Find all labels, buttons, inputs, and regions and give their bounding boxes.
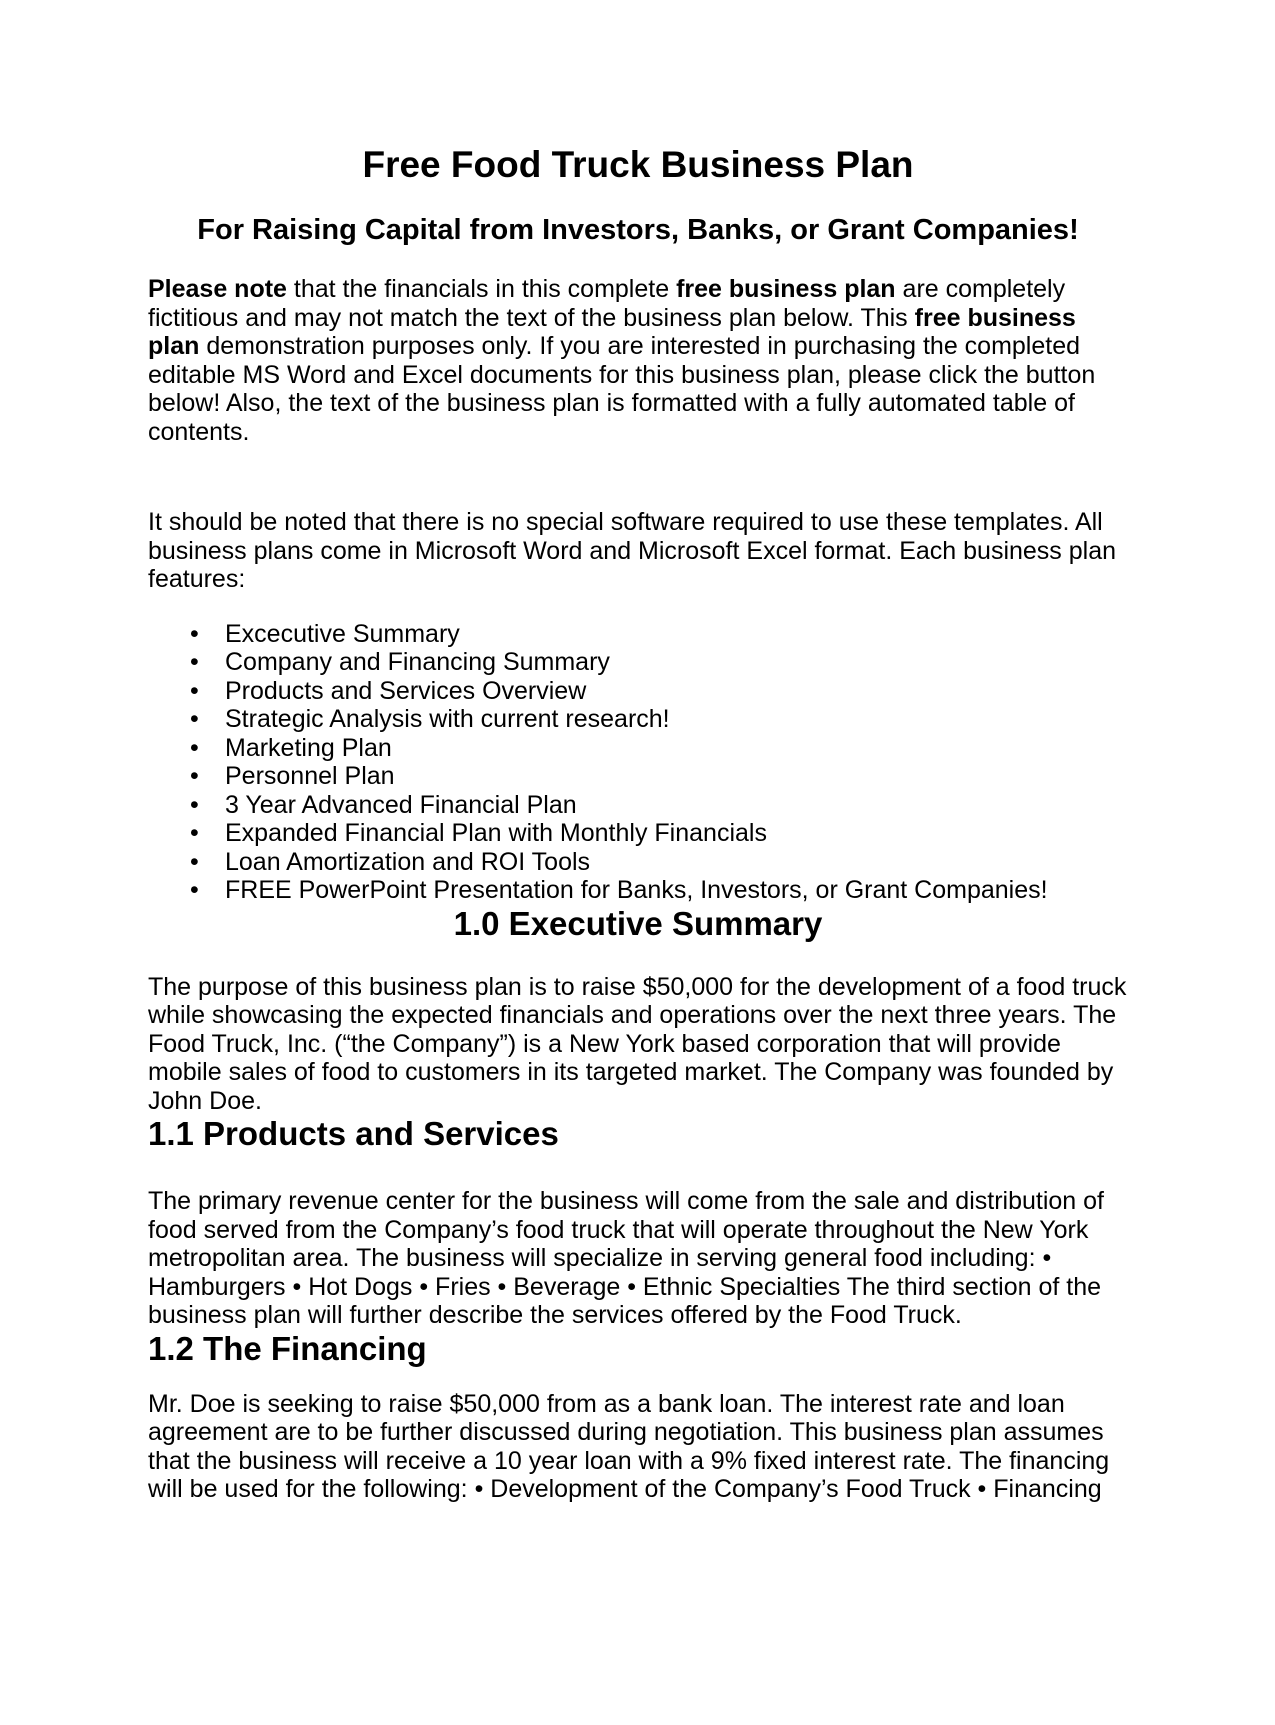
intro-paragraph bbox=[148, 275, 1128, 446]
list-item: • Company and Financing Summary bbox=[225, 648, 1128, 677]
intro-run-3: are completely fictitious and may not match the text of the business plan below. This bbox=[148, 275, 1066, 332]
list-item: • Strategic Analysis with current research! bbox=[225, 705, 1128, 734]
section-body-the-financing: Mr. Doe is seeking to raise $50,000 from as a bank loan. The interest rate and loan agreement are to be further discussed during negotiation. This business plan assumes that the business will receive a 10 year loan with a 9% fixed interest rate. The financing will be used for the following: • Development of the Company’s Food Truck • Financing bbox=[148, 1389, 1110, 1503]
intro-run-5: demonstration purposes only. If you are interested in purchasing the completed editable MS Word and Excel documents for this business plan, please click the button below! Also, the text of the business plan is formatted with a fully automated table of contents. bbox=[148, 332, 1096, 446]
section-heading-the-financing: 1.2 The Financing bbox=[148, 1329, 427, 1367]
section-body-executive-summary: The purpose of this business plan is to raise $50,000 for the development of a food truck while showcasing the expected financials and operations over the next three years. The Food Truck, Inc. (“the Company”) is a New York based corporation that will provide mobile sales of food to customers in its targeted market. The Company was founded by John Doe. bbox=[148, 972, 1127, 1115]
list-item: • 3 Year Advanced Financial Plan bbox=[225, 791, 1128, 820]
list-item: • Marketing Plan bbox=[225, 734, 1128, 763]
intro-run-1: that the financials in this complete bbox=[286, 275, 677, 303]
section-body-products-and-services: The primary revenue center for the business will come from the sale and distribution of food served from the Company’s food truck that will operate throughout the New York metropolitan area. The business will specialize in serving general food including: • Hamburgers • Hot Dogs • Fries • Beverage • Ethnic Specialties The third section of the business plan will further describe the services offered by the Food Truck. bbox=[148, 1187, 1105, 1329]
list-item: • Loan Amortization and ROI Tools bbox=[225, 848, 1128, 877]
intro-run-2: free business plan bbox=[676, 275, 896, 303]
document-subtitle: For Raising Capital from Investors, Banks, or Grant Companies! bbox=[197, 214, 1079, 246]
list-item: • Excecutive Summary bbox=[225, 620, 1128, 649]
list-item: • Products and Services Overview bbox=[225, 677, 1128, 706]
list-item: • Personnel Plan bbox=[225, 762, 1128, 791]
section-heading-executive-summary: 1.0 Executive Summary bbox=[453, 904, 823, 942]
section-heading-products-and-services: 1.1 Products and Services bbox=[148, 1115, 559, 1152]
intro-run-0: Please note bbox=[148, 275, 287, 303]
document-title: Free Food Truck Business Plan bbox=[362, 144, 914, 185]
features-list bbox=[148, 620, 1128, 905]
list-item: • FREE PowerPoint Presentation for Banks, Investors, or Grant Companies! bbox=[225, 876, 1128, 905]
intro-run-4: free business plan bbox=[148, 303, 1076, 360]
list-item: • Expanded Financial Plan with Monthly Financials bbox=[225, 819, 1128, 848]
templates-note-paragraph: It should be noted that there is no special software required to use these templates. All business plans come in Microsoft Word and Microsoft Excel format. Each business plan features: bbox=[148, 508, 1117, 593]
